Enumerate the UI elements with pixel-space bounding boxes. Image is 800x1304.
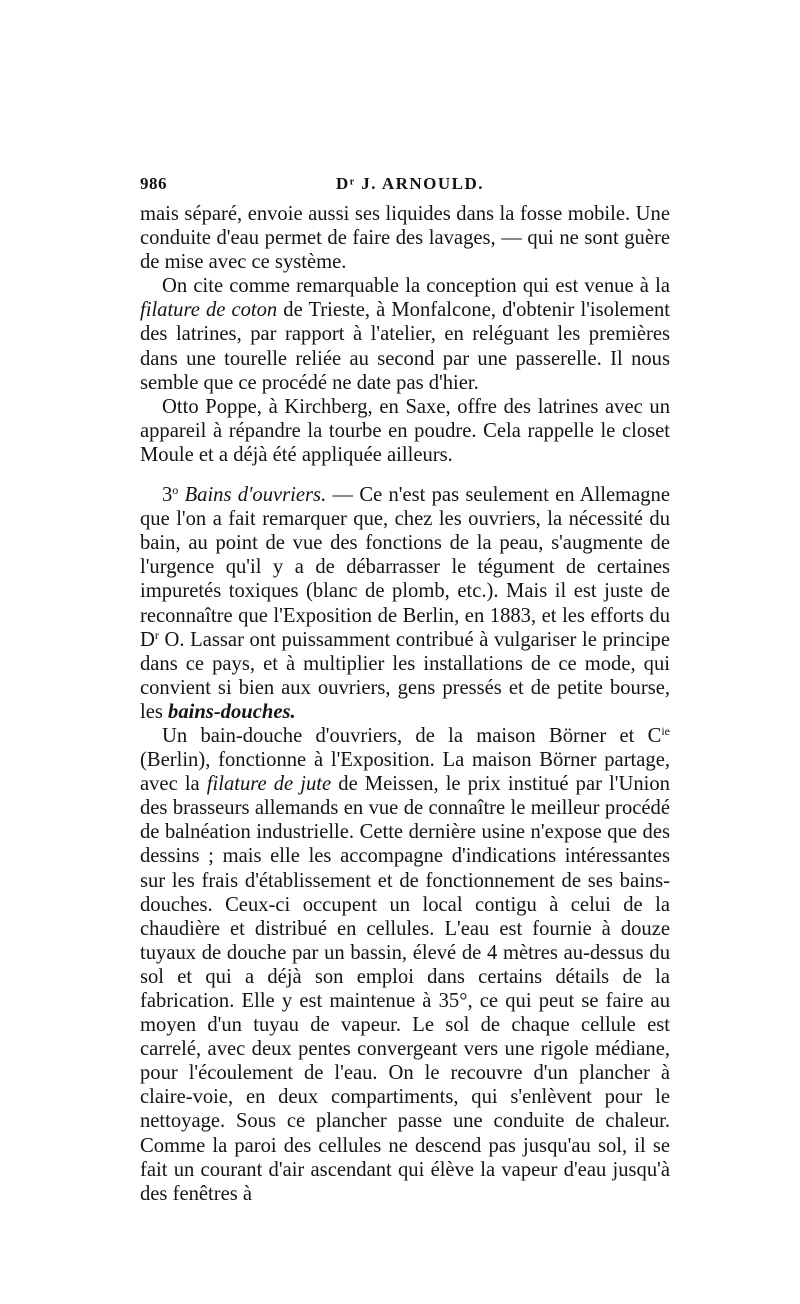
emphasis-bains-douches: bains-douches. (168, 700, 296, 723)
emphasis-filature-coton: filature de coton (140, 299, 278, 322)
emphasis-filature-jute: filature de jute (206, 773, 332, 796)
section-bains-ouvriers: 3$^o$ Bains d'ouvriers. — Ce n'est pas seulement en Allemagne que l'on a fait remarquer que, chez les ouvriers, la nécessité du bain, au point de vue des fonctions de la peau, s'augmente de l'urgence qu'il y a de débarrasser le tégument de certaines impuretés toxiques (blanc de plomb, etc.). Mais il est juste de reconnaître que l'Exposition de Berlin, en 1883, et les efforts du $D^r$ O. Lassar ont puissamment contribué à vulgariser le principe dans ce pays, et à multiplier les installations de ce mode, qui convient si bien aux ouvriers, gens pressés et de petite bourse, les bains-douches. (140, 483, 670, 723)
running-head: Dʳ J. ARNOULD. (335, 174, 485, 193)
body-text (140, 202, 670, 1206)
page-number: 986 (140, 174, 167, 193)
paragraph-continued: mais séparé, envoie aussi ses liquides dans la fosse mobile. Une conduite d'eau permet de faire des lavages, — qui ne sont guère de mise avec ce système. (140, 203, 670, 274)
paragraph-borner: Un bain-douche d'ouvriers, de la maison Börner et $C^{ie}$ (Berlin), fonctionne à l'Exposition. La maison Börner partage, avec la filature de jute de Meissen, le prix institué par l'Union des brasseurs allemands en vue de connaître le meilleur procédé de balnéation industrielle. Cette dernière usine n'expose que des dessins ; mais elle les accompagne d'indications intéressantes sur les frais d'établissement et de fonctionnement de ses bains-douches. Ceux-ci occupent un local contigu à celui de la chaudière et distribué en cellules. L'eau est fournie à douze tuyaux de douche par un bassin, élevé de 4 mètres au-dessus du sol et qui a déjà son emploi dans certains détails de la fabrication. Elle y est maintenue à 35°, ce qui peut se faire au moyen d'un tuyau de vapeur. Le sol de chaque cellule est carrelé, avec deux pentes convergeant vers une rigole médiane, pour l'écoulement de l'eau. On le recouvre d'un plancher à claire-voie, en deux compartiments, qui s'enlèvent pour le nettoyage. Sous ce plancher passe une conduite de chaleur. Comme la paroi des cellules ne descend pas jusqu'au sol, il se fait un courant d'air ascendant qui élève la vapeur d'eau jusqu'à des fenêtres à (140, 723, 670, 1205)
section-number: 3 (162, 484, 173, 507)
page-header (140, 174, 670, 198)
section-heading: Bains d'ouvriers. (184, 484, 327, 507)
paragraph-trieste: On cite comme remarquable la conception qui est venue à la filature de coton de Trieste, à Monfalcone, d'obtenir l'isolement des latrines, par rapport à l'atelier, en reléguant les premières dans une tourelle reliée au second par une passerelle. Il nous semble que ce procédé ne date pas d'hier. (140, 275, 670, 394)
paragraph-otto-poppe: Otto Poppe, à Kirchberg, en Saxe, offre des latrines avec un appareil à répandre la tourbe en poudre. Cela rappelle le closet Moule et a déjà été appliquée ailleurs. (140, 395, 670, 466)
